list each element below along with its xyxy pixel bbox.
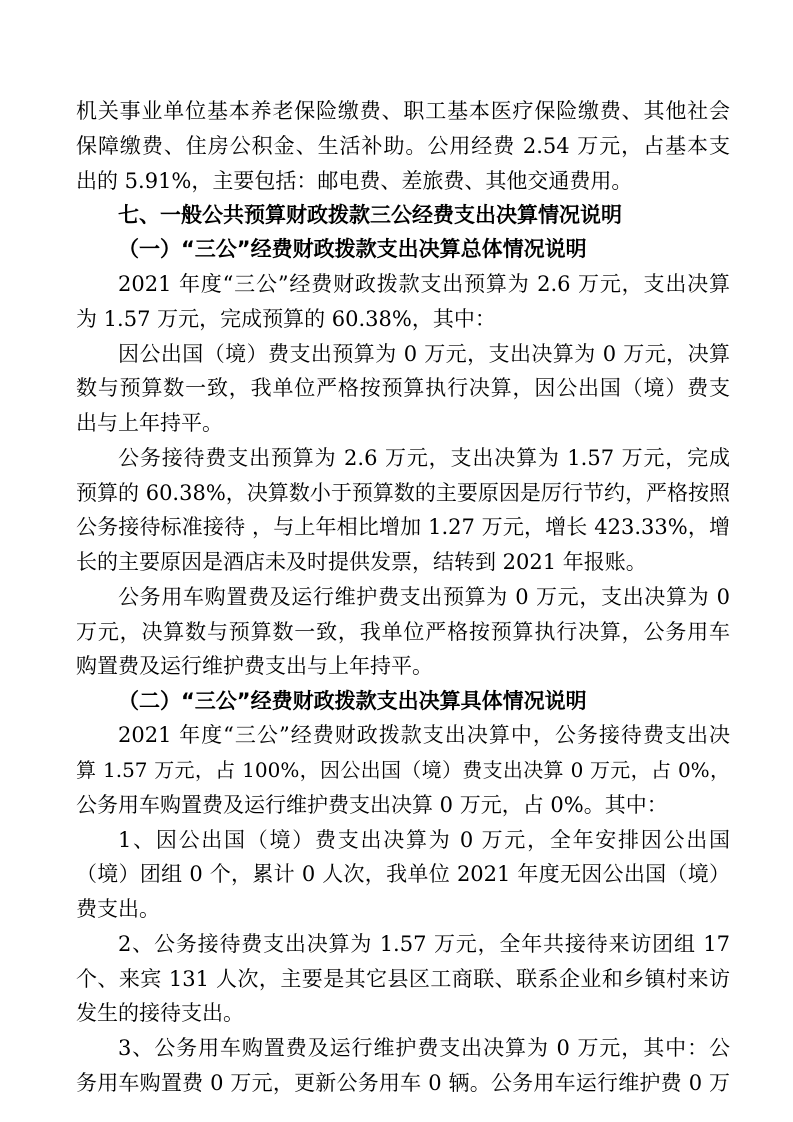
paragraph-line: 公务接待费支出预算为 2.6 万元，支出决算为 1.57 万元，完成 bbox=[118, 446, 730, 470]
paragraph-line: （境）团组 0 个，累计 0 人次，我单位 2021 年度无因公出国（境） bbox=[76, 862, 730, 886]
subsection-heading: （二）“三公”经费财政拨款支出决算具体情况说明 bbox=[118, 689, 587, 713]
paragraph-line: 公务用车购置费及运行维护费支出决算 0 万元，占 0%。其中： bbox=[76, 793, 668, 817]
paragraph-line: 出的 5.91%，主要包括：邮电费、差旅费、其他交通费用。 bbox=[76, 169, 633, 193]
paragraph-line: 算 1.57 万元，占 100%，因公出国（境）费支出决算 0 万元，占 0%， bbox=[76, 758, 730, 782]
paragraph-line: 1、因公出国（境）费支出决算为 0 万元，全年安排因公出国 bbox=[118, 828, 730, 852]
paragraph-line: 购置费及运行维护费支出与上年持平。 bbox=[76, 654, 433, 678]
paragraph-line: 预算的 60.38%，决算数小于预算数的主要原因是厉行节约，严格按照 bbox=[76, 481, 730, 505]
paragraph-line: 公务用车购置费及运行维护费支出预算为 0 万元，支出决算为 0 bbox=[118, 585, 730, 609]
paragraph-line: 务用车购置费 0 万元，更新公务用车 0 辆。公务用车运行维护费 0 万 bbox=[76, 1071, 730, 1095]
paragraph-line: 因公出国（境）费支出预算为 0 万元，支出决算为 0 万元，决算 bbox=[118, 342, 730, 366]
paragraph-line: 2021 年度“三公”经费财政拨款支出决算中，公务接待费支出决 bbox=[118, 723, 730, 747]
paragraph-line: 数与预算数一致，我单位严格按预算执行决算，因公出国（境）费支 bbox=[76, 376, 730, 400]
paragraph-line: 2021 年度“三公”经费财政拨款支出预算为 2.6 万元，支出决算 bbox=[118, 272, 730, 296]
paragraph-line: 机关事业单位基本养老保险缴费、职工基本医疗保险缴费、其他社会 bbox=[76, 99, 730, 123]
paragraph-line: 3、公务用车购置费及运行维护费支出决算为 0 万元，其中：公 bbox=[118, 1036, 730, 1060]
paragraph-line: 长的主要原因是酒店未及时提供发票，结转到 2021 年报账。 bbox=[76, 550, 647, 574]
paragraph-line: 万元，决算数与预算数一致，我单位严格按预算执行决算，公务用车 bbox=[76, 620, 730, 644]
paragraph-line: 2、公务接待费支出决算为 1.57 万元，全年共接待来访团组 17 bbox=[118, 932, 730, 956]
paragraph-line: 出与上年持平。 bbox=[76, 411, 223, 435]
section-heading: 七、一般公共预算财政拨款三公经费支出决算情况说明 bbox=[118, 203, 622, 227]
paragraph-line: 公务接待标准接待 ，与上年相比增加 1.27 万元，增长 423.33%，增 bbox=[76, 515, 730, 539]
paragraph-line: 为 1.57 万元，完成预算的 60.38%，其中： bbox=[76, 307, 496, 331]
paragraph-line: 发生的接待支出。 bbox=[76, 1001, 244, 1025]
paragraph-line: 保障缴费、住房公积金、生活补助。公用经费 2.54 万元，占基本支 bbox=[76, 134, 730, 158]
paragraph-line: 个、来宾 131 人次，主要是其它县区工商联、联系企业和乡镇村来访 bbox=[76, 967, 730, 991]
subsection-heading: （一）“三公”经费财政拨款支出决算总体情况说明 bbox=[118, 237, 587, 261]
paragraph-line: 费支出。 bbox=[76, 897, 160, 921]
